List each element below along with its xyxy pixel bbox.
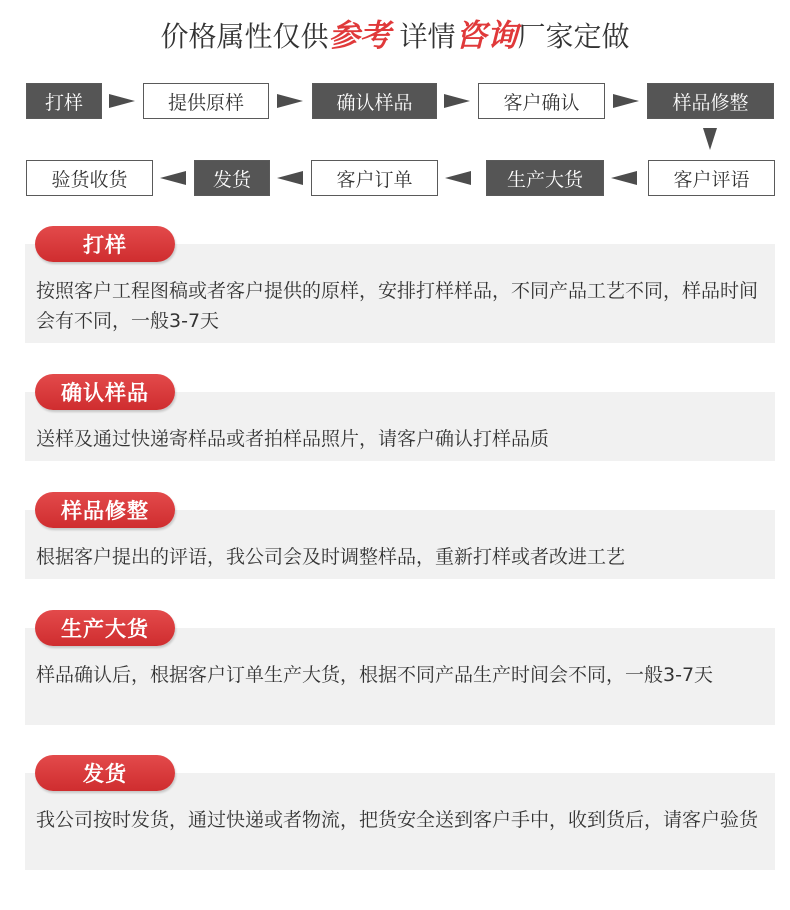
- right-arrow-icon: [613, 94, 639, 108]
- left-arrow-icon: [611, 171, 637, 185]
- title-highlight-consult: 咨询: [455, 18, 518, 54]
- flow-step-sample-revision: 样品修整: [647, 83, 774, 119]
- section-label-sample-revision: 样品修整: [35, 492, 175, 528]
- flow-step-mass-production: 生产大货: [486, 160, 604, 196]
- left-arrow-icon: [160, 171, 186, 185]
- flow-step-customer-order: 客户订单: [311, 160, 438, 196]
- down-arrow-icon: [703, 128, 717, 150]
- section-label-confirm-sample: 确认样品: [35, 374, 175, 410]
- title-part-2: 详情: [390, 20, 456, 53]
- title-part-3: 厂家定做: [517, 20, 630, 53]
- flow-step-provide-original: 提供原样: [143, 83, 269, 119]
- section-description: 我公司按时发货，通过快递或者物流，把货安全送到客户手中，收到货后，请客户验货: [36, 809, 759, 831]
- section-description: 按照客户工程图稿或者客户提供的原样，安排打样样品，不同产品工艺不同，样品时间会有不同，一般3-7天: [36, 280, 759, 332]
- title-highlight-reference: 参考: [328, 18, 391, 54]
- right-arrow-icon: [444, 94, 470, 108]
- flow-step-sample: 打样: [26, 83, 102, 119]
- title-part-1: 价格属性仅供: [160, 20, 329, 53]
- page-title: [0, 14, 790, 59]
- flow-step-inspect-receive: 验货收货: [26, 160, 153, 196]
- section-description: 样品确认后，根据客户订单生产大货，根据不同产品生产时间会不同，一般3-7天: [36, 664, 714, 686]
- section-description: 送样及通过快递寄样品或者拍样品照片，请客户确认打样品质: [36, 428, 550, 450]
- section-label-sample: 打样: [35, 226, 175, 262]
- right-arrow-icon: [277, 94, 303, 108]
- flow-step-ship: 发货: [194, 160, 270, 196]
- left-arrow-icon: [445, 171, 471, 185]
- section-description: 根据客户提出的评语，我公司会及时调整样品，重新打样或者改进工艺: [36, 546, 626, 568]
- right-arrow-icon: [109, 94, 135, 108]
- left-arrow-icon: [277, 171, 303, 185]
- flow-step-confirm-sample: 确认样品: [312, 83, 437, 119]
- flow-step-customer-confirm: 客户确认: [478, 83, 605, 119]
- section-label-mass-production: 生产大货: [35, 610, 175, 646]
- section-label-ship: 发货: [35, 755, 175, 791]
- flow-step-customer-feedback: 客户评语: [648, 160, 775, 196]
